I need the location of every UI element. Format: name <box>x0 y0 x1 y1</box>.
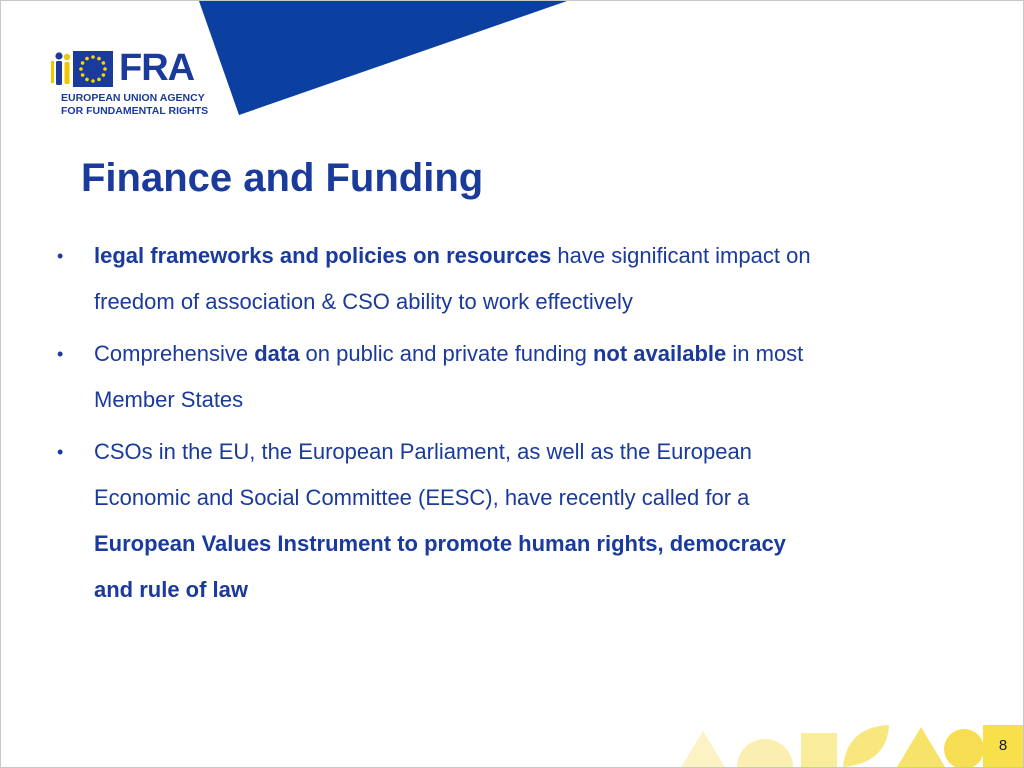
banner-blue-band <box>199 1 567 115</box>
eu-star-icon <box>81 61 85 65</box>
decorative-footer-shapes <box>661 711 1023 767</box>
eu-star-icon <box>102 61 106 65</box>
bullet-text-emphasis: legal frameworks and policies on resources <box>94 243 552 268</box>
bullet-marker: • <box>57 246 64 266</box>
footer-circle-shape <box>944 729 984 767</box>
eu-star-icon <box>102 73 106 77</box>
footer-triangle-shape <box>681 731 725 767</box>
eu-star-icon <box>97 78 101 82</box>
eu-star-icon <box>91 55 95 59</box>
fra-logo <box>49 47 219 121</box>
bullet-list <box>57 233 817 619</box>
footer-square-shape <box>801 733 837 767</box>
bullet-text-emphasis: European Values Instrument to promote human rights, democracy and rule of law <box>94 531 786 602</box>
footer-leaf-shape <box>843 725 889 767</box>
page-number-box <box>983 725 1023 767</box>
eu-stars-figures-icon <box>49 47 117 89</box>
bullet-text: Comprehensive <box>94 341 255 366</box>
eu-star-icon <box>97 57 101 61</box>
logo-agency-name-line2: FOR FUNDAMENTAL RIGHTS <box>61 105 209 117</box>
eu-star-icon <box>85 57 89 61</box>
eu-star-icon <box>91 79 95 83</box>
eu-star-icon <box>103 67 107 71</box>
bullet-item <box>57 233 817 325</box>
eu-star-icon <box>81 73 85 77</box>
slide-title: Finance and Funding <box>81 156 484 200</box>
bullet-text: in most Member States <box>94 341 804 412</box>
eu-star-icon <box>85 78 89 82</box>
bullet-marker: • <box>57 442 64 462</box>
bullet-text: CSOs in the EU, the European Parliament, as well as the European Economic and Social Committee (EESC), have recently called for a <box>94 439 752 510</box>
bullet-text: on public and private funding <box>299 341 593 366</box>
footer-halfcircle-shape <box>737 739 793 767</box>
bullet-marker: • <box>57 344 64 364</box>
bullet-item <box>57 429 817 613</box>
logo-wordmark: FRA <box>119 47 195 89</box>
bullet-item <box>57 331 817 423</box>
page-number: 8 <box>998 737 1008 754</box>
bullet-text-emphasis: data <box>254 341 300 366</box>
bullet-text: have significant impact on freedom of association & CSO ability to work effectively <box>94 243 811 314</box>
bullet-text-emphasis: not available <box>592 341 727 366</box>
footer-triangle-shape-2 <box>897 727 945 767</box>
eu-star-icon <box>79 67 83 71</box>
logo-agency-name-line1: EUROPEAN UNION AGENCY <box>61 92 205 104</box>
